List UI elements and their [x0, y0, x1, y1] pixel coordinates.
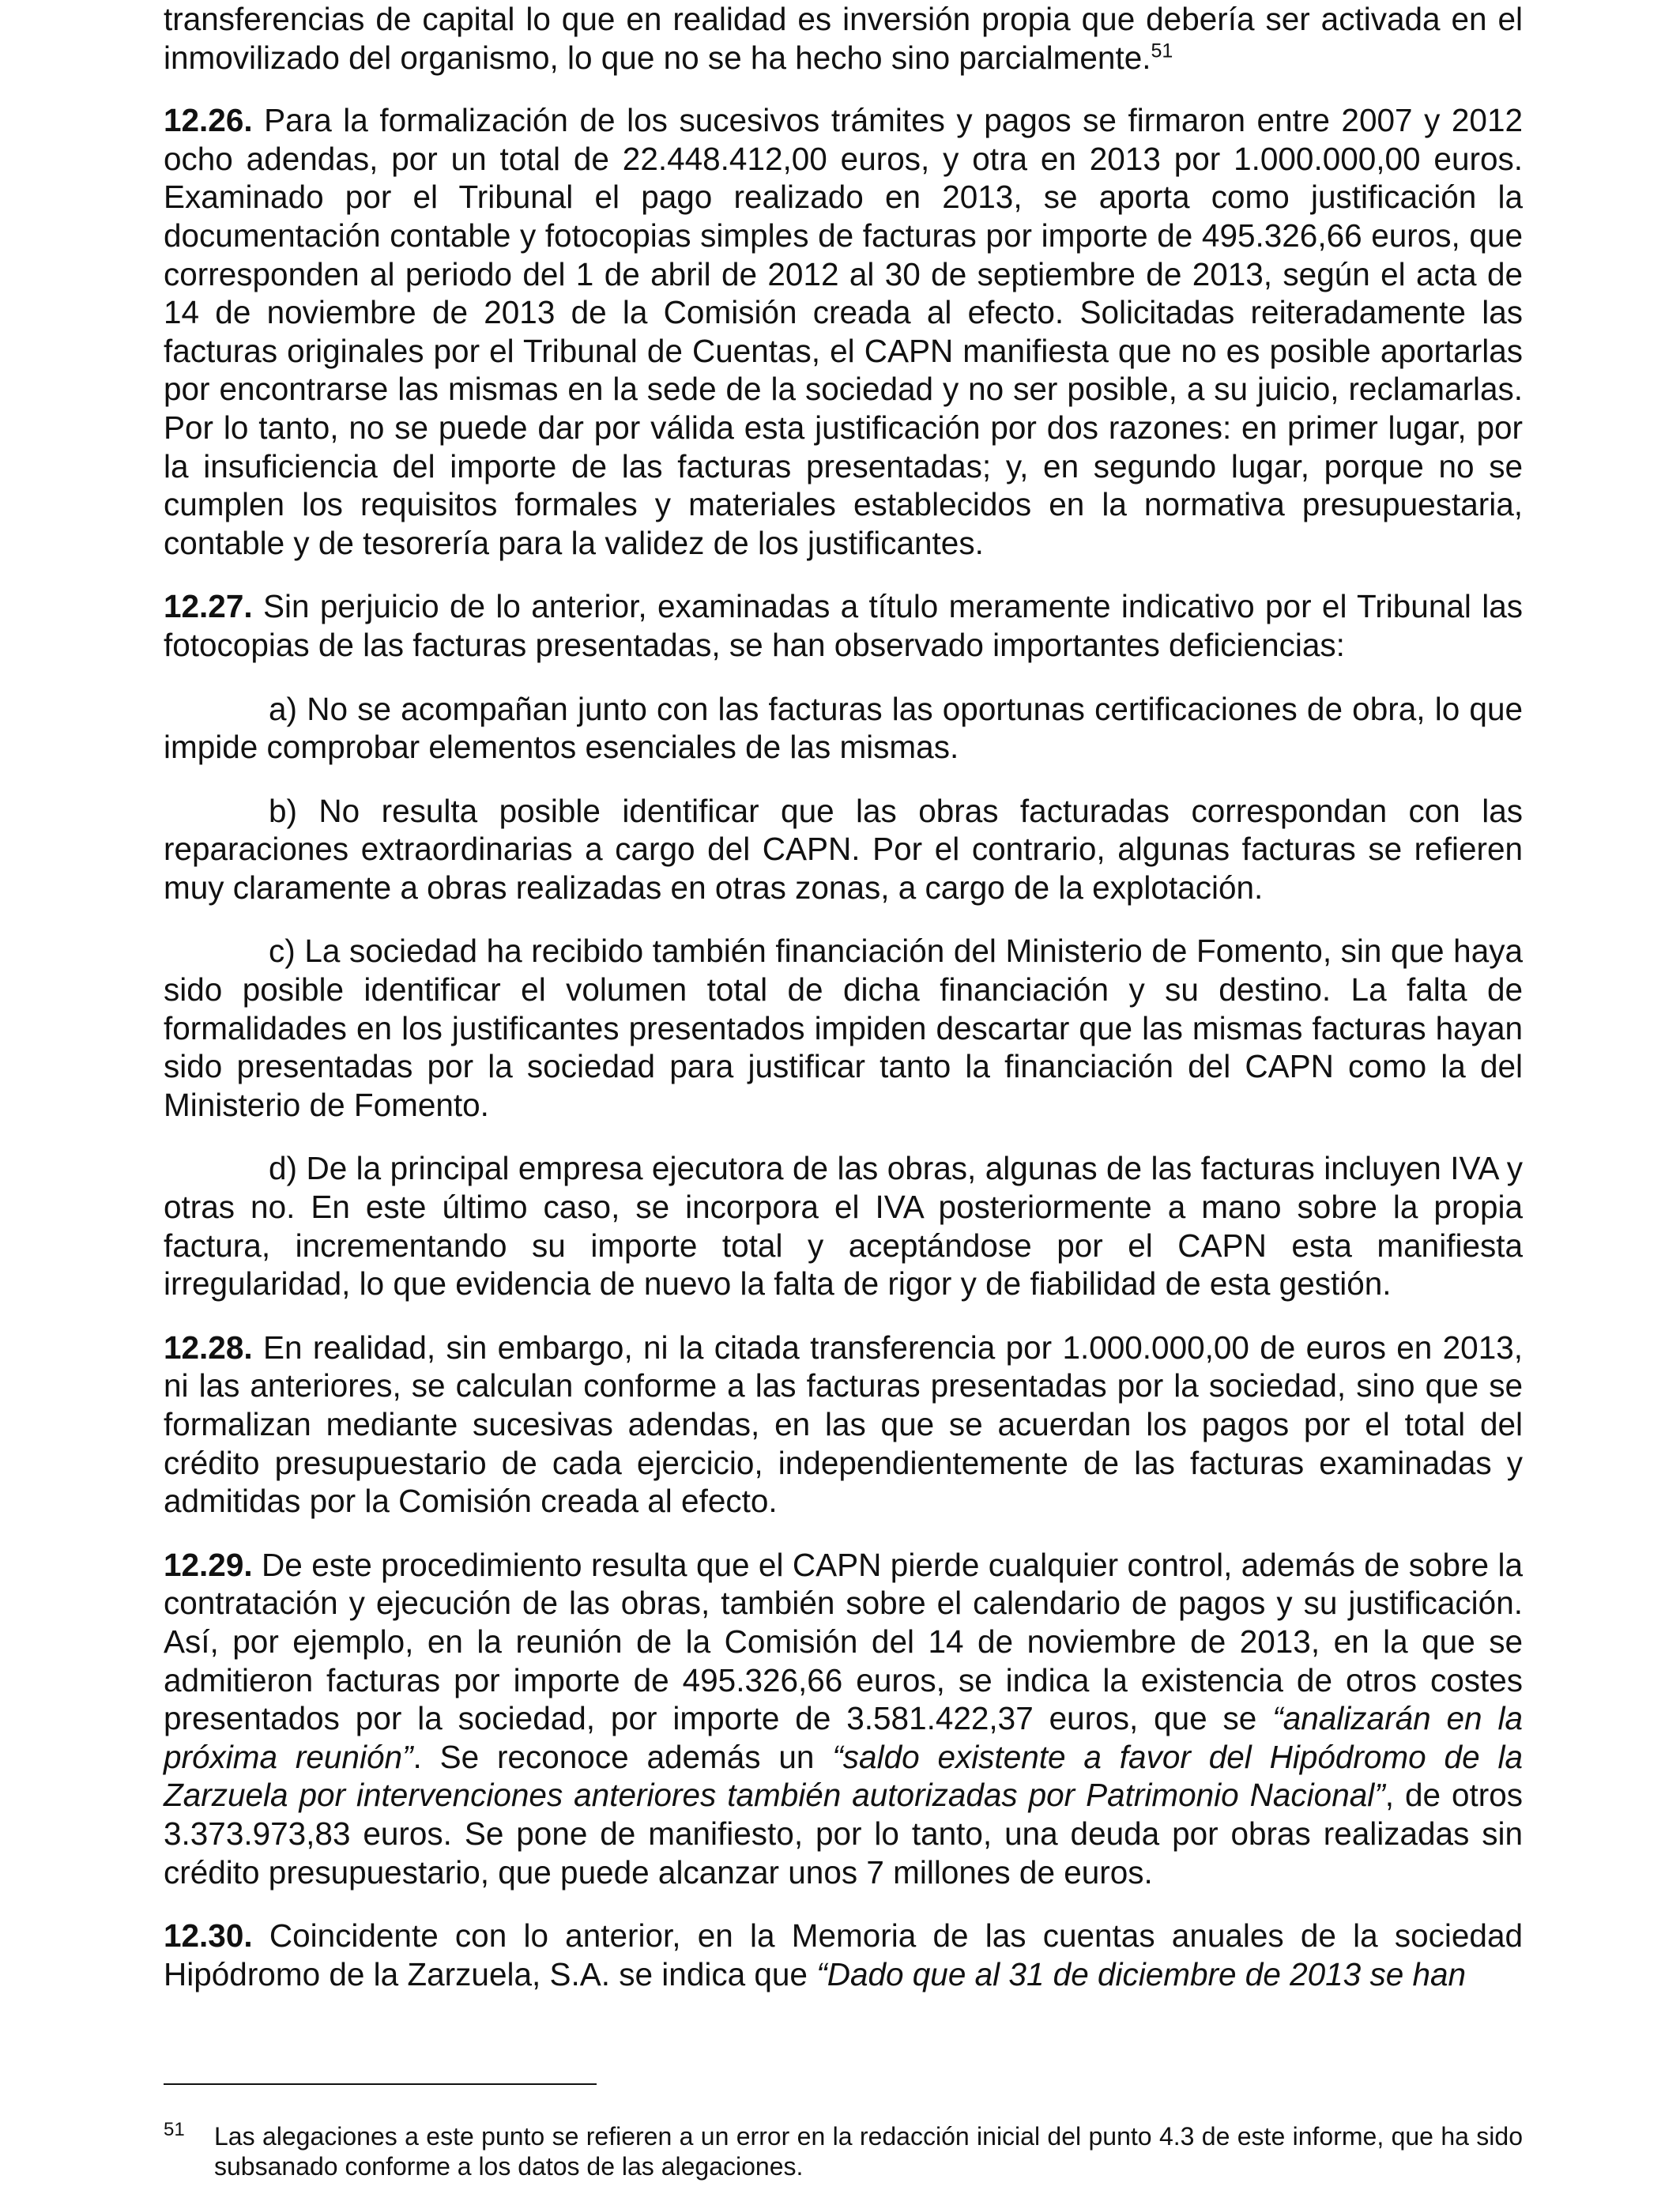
- document-body: [164, 0, 1523, 2019]
- paragraph-number: 12.27.: [164, 588, 253, 625]
- footnote-separator: [164, 2083, 597, 2085]
- paragraph-number: 12.28.: [164, 1329, 253, 1366]
- paragraph-12-26: [164, 101, 1523, 562]
- paragraph-number: 12.29.: [164, 1546, 253, 1583]
- paragraph-12-30: [164, 1917, 1523, 1993]
- list-item-c: c) La sociedad ha recibido también financiación del Ministerio de Fomento, sin que haya sido posible identificar el volumen total de dicha financiación y su destino. La falta de formalidades en los justificantes presentados impiden descartar que las mismas facturas hayan sido presentadas por la sociedad para justificar tanto la financiación del CAPN como la del Ministerio de Fomento.: [164, 933, 1523, 1123]
- paragraph-text: , de otros 3.373.973,83 euros. Se pone de manifiesto, por lo tanto, una deuda por obras realizadas sin crédito presupuestario, que puede alcanzar unos 7 millones de euros.: [164, 1777, 1524, 1891]
- footnote-number: 51: [164, 2119, 185, 2140]
- paragraph-text: De este procedimiento resulta que el CAPN pierde cualquier control, además de sobre la contratación y ejecución de las obras, también sobre el calendario de pagos y su justificación. Así, por ejemplo, en la reunión de la Comisión del 14 de noviembre de 2013, en la que se admitieron facturas por importe de 495.326,66 euros, se indica la existencia de otros costes presentados por la sociedad, por importe de 3.581.422,37 euros, que se: [164, 1546, 1523, 1737]
- paragraph-text: Sin perjuicio de lo anterior, examinadas a título meramente indicativo por el Tribunal las fotocopias de las facturas presentadas, se han observado importantes deficiencias:: [164, 588, 1523, 663]
- paragraph-number: 12.30.: [164, 1917, 253, 1955]
- quoted-text: “Dado que al 31 de diciembre de 2013 se han: [816, 1955, 1467, 1992]
- quoted-text: “analizarán en la próxima reunión”: [164, 1700, 1523, 1775]
- list-item-a: a) No se acompañan junto con las facturas las oportunas certificaciones de obra, lo que impide comprobar elementos esenciales de las mismas.: [164, 690, 1523, 766]
- quoted-text: “saldo existente a favor del Hipódromo de la Zarzuela por intervenciones anteriores también autorizadas por Patrimonio Nacional”: [164, 1738, 1523, 1814]
- list-item-d: d) De la principal empresa ejecutora de las obras, algunas de las facturas incluyen IVA y otras no. En este último caso, se incorpora el IVA posteriormente a mano sobre la propia factura, incrementando su importe total y aceptándose por el CAPN esta manifiesta irregularidad, lo que evidencia de nuevo la falta de rigor y de fiabilidad de esta gestión.: [164, 1150, 1523, 1302]
- list-item-b: b) No resulta posible identificar que las obras facturadas correspondan con las reparaciones extraordinarias a cargo del CAPN. Por el contrario, algunas facturas se refieren muy claramente a obras realizadas en otras zonas, a cargo de la explotación.: [164, 792, 1523, 906]
- paragraph-12-29: [164, 1546, 1523, 1891]
- footnote: [164, 2121, 1523, 2181]
- paragraph-text: transferencias de capital lo que en realidad es inversión propia que debería ser activada en el inmovilizado del organismo, lo que no se ha hecho sino parcialmente.: [164, 1, 1523, 76]
- paragraph-continuation: [164, 0, 1523, 77]
- paragraph-12-27: [164, 587, 1523, 664]
- footnote-text: Las alegaciones a este punto se refieren a un error en la redacción inicial del punto 4.3 de este informe, que ha sido subsanado conforme a los datos de las alegaciones.: [214, 2122, 1523, 2181]
- paragraph-text: Coincidente con lo anterior, en la Memoria de las cuentas anuales de la sociedad Hipódromo de la Zarzuela, S.A. se indica que: [164, 1917, 1523, 1992]
- paragraph-number: 12.26.: [164, 102, 253, 139]
- paragraph-text: . Se reconoce además un: [412, 1738, 815, 1775]
- paragraph-text: Para la formalización de los sucesivos trámites y pagos se firmaron entre 2007 y 2012 ocho adendas, por un total de 22.448.412,00 euros, y otra en 2013 por 1.000.000,00 euros. Examinado por el Tribunal el pago realizado en 2013, se aporta como justificación la documentación contable y fotocopias simples de facturas por importe de 495.326,66 euros, que corresponden al periodo del 1 de abril de 2012 al 30 de septiembre de 2013, según el acta de 14 de noviembre de 2013 de la Comisión creada al efecto. Solicitadas reiteradamente las facturas originales por el Tribunal de Cuentas, el CAPN manifiesta que no es posible aportarlas por encontrarse las mismas en la sede de la sociedad y no ser posible, a su juicio, reclamarlas. Por lo tanto, no se puede dar por válida esta justificación por dos razones: en primer lugar, por la insuficiencia del importe de las facturas presentadas; y, en segundo lugar, porque no se cumplen los requisitos formales y materiales establecidos en la normativa presupuestaria, contable y de tesorería para la validez de los justificantes.: [164, 102, 1523, 561]
- paragraph-12-28: [164, 1329, 1523, 1521]
- paragraph-text: En realidad, sin embargo, ni la citada transferencia por 1.000.000,00 de euros en 2013, ni las anteriores, se calculan conforme a las facturas presentadas por la sociedad, sino que se formalizan mediante sucesivas adendas, en las que se acuerdan los pagos por el total del crédito presupuestario de cada ejercicio, independientemente de las facturas examinadas y admitidas por la Comisión creada al efecto.: [164, 1329, 1523, 1520]
- footnote-reference[interactable]: 51: [1151, 40, 1173, 62]
